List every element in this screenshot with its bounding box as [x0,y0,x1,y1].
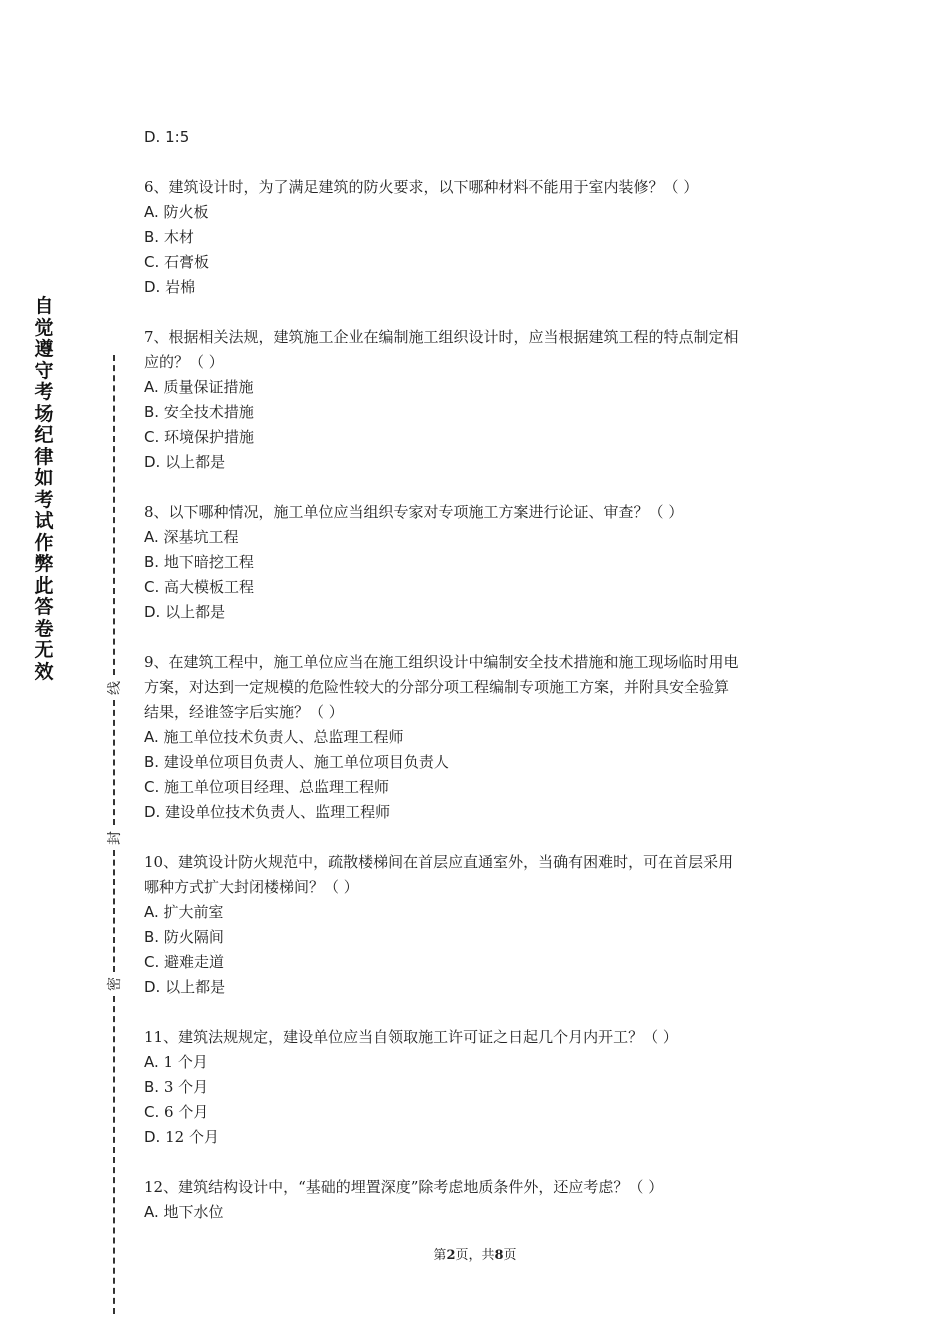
option-d: D. 以上都是 [144,603,226,621]
option-b: B. 3 个月 [144,1078,209,1096]
option-b: B. 安全技术措施 [144,403,254,421]
question-content [144,125,814,1225]
question-10-stem-line-1: 10、建筑设计防火规范中，疏散楼梯间在首层应直通室外，当确有困难时，可在首层采用 [144,853,734,871]
option-d: D. 1:5 [144,128,190,146]
question-9-stem-line-1: 9、在建筑工程中，施工单位应当在施工组织设计中编制安全技术措施和施工现场临时用电 [144,653,739,671]
option-a: A. 防火板 [144,203,209,221]
question-7-stem-line-2: 应的？（ ） [144,353,224,371]
binding-line-segment [113,700,115,825]
question-11-stem: 11、建筑法规规定，建设单位应当自领取施工许可证之日起几个月内开工？（ ） [144,1028,678,1046]
option-b: B. 建设单位项目负责人、施工单位项目负责人 [144,753,449,771]
total-page-count: 8 [494,1248,504,1263]
option-a: A. 深基坑工程 [144,528,239,546]
option-d: D. 建设单位技术负责人、监理工程师 [144,803,391,821]
option-a: A. 质量保证措施 [144,378,254,396]
option-c: C. 避难走道 [144,953,225,971]
current-page-number: 2 [446,1248,456,1263]
binding-line-segment [113,850,115,972]
option-a: A. 扩大前室 [144,903,224,921]
option-d: D. 以上都是 [144,453,226,471]
binding-line-segment [113,355,115,675]
page-footer: 第2页，共8页 [433,1248,517,1263]
option-b: B. 木材 [144,228,194,246]
option-b: B. 防火隔间 [144,928,224,946]
option-c: C. 施工单位项目经理、总监理工程师 [144,778,390,796]
question-9-stem-line-3: 结果，经谁签字后实施？（ ） [144,703,344,721]
option-c: C. 高大模板工程 [144,578,255,596]
option-d: D. 以上都是 [144,978,226,996]
option-c: C. 石膏板 [144,253,210,271]
question-12-stem: 12、建筑结构设计中，“基础的埋置深度”除考虑地质条件外，还应考虑？（ ） [144,1178,664,1196]
question-10-stem-line-2: 哪种方式扩大封闭楼梯间？（ ） [144,878,359,896]
binding-mark-secret: 密 [104,973,126,995]
binding-mark-seal: 封 [104,827,126,849]
option-b: B. 地下暗挖工程 [144,553,254,571]
option-c: C. 环境保护措施 [144,428,255,446]
option-a: A. 1 个月 [144,1053,208,1071]
question-6-stem: 6、建筑设计时，为了满足建筑的防火要求，以下哪种材料不能用于室内装修？（ ） [144,178,699,196]
option-d: D. 岩棉 [144,278,196,296]
question-7-stem-line-1: 7、根据相关法规，建筑施工企业在编制施工组织设计时，应当根据建筑工程的特点制定相 [144,328,739,346]
question-8-stem: 8、以下哪种情况，施工单位应当组织专家对专项施工方案进行论证、审查？（ ） [144,503,684,521]
binding-line-segment [113,996,115,1314]
binding-mark-line: 线 [104,677,126,699]
option-a: A. 地下水位 [144,1203,224,1221]
option-c: C. 6 个月 [144,1103,209,1121]
exam-discipline-notice: 自觉遵守考场纪律如考试作弊此答卷无效 [34,295,54,683]
question-9-stem-line-2: 方案，对达到一定规模的危险性较大的分部分项工程编制专项施工方案，并附具安全验算 [144,678,730,696]
option-d: D. 12 个月 [144,1128,219,1146]
option-a: A. 施工单位技术负责人、总监理工程师 [144,728,404,746]
